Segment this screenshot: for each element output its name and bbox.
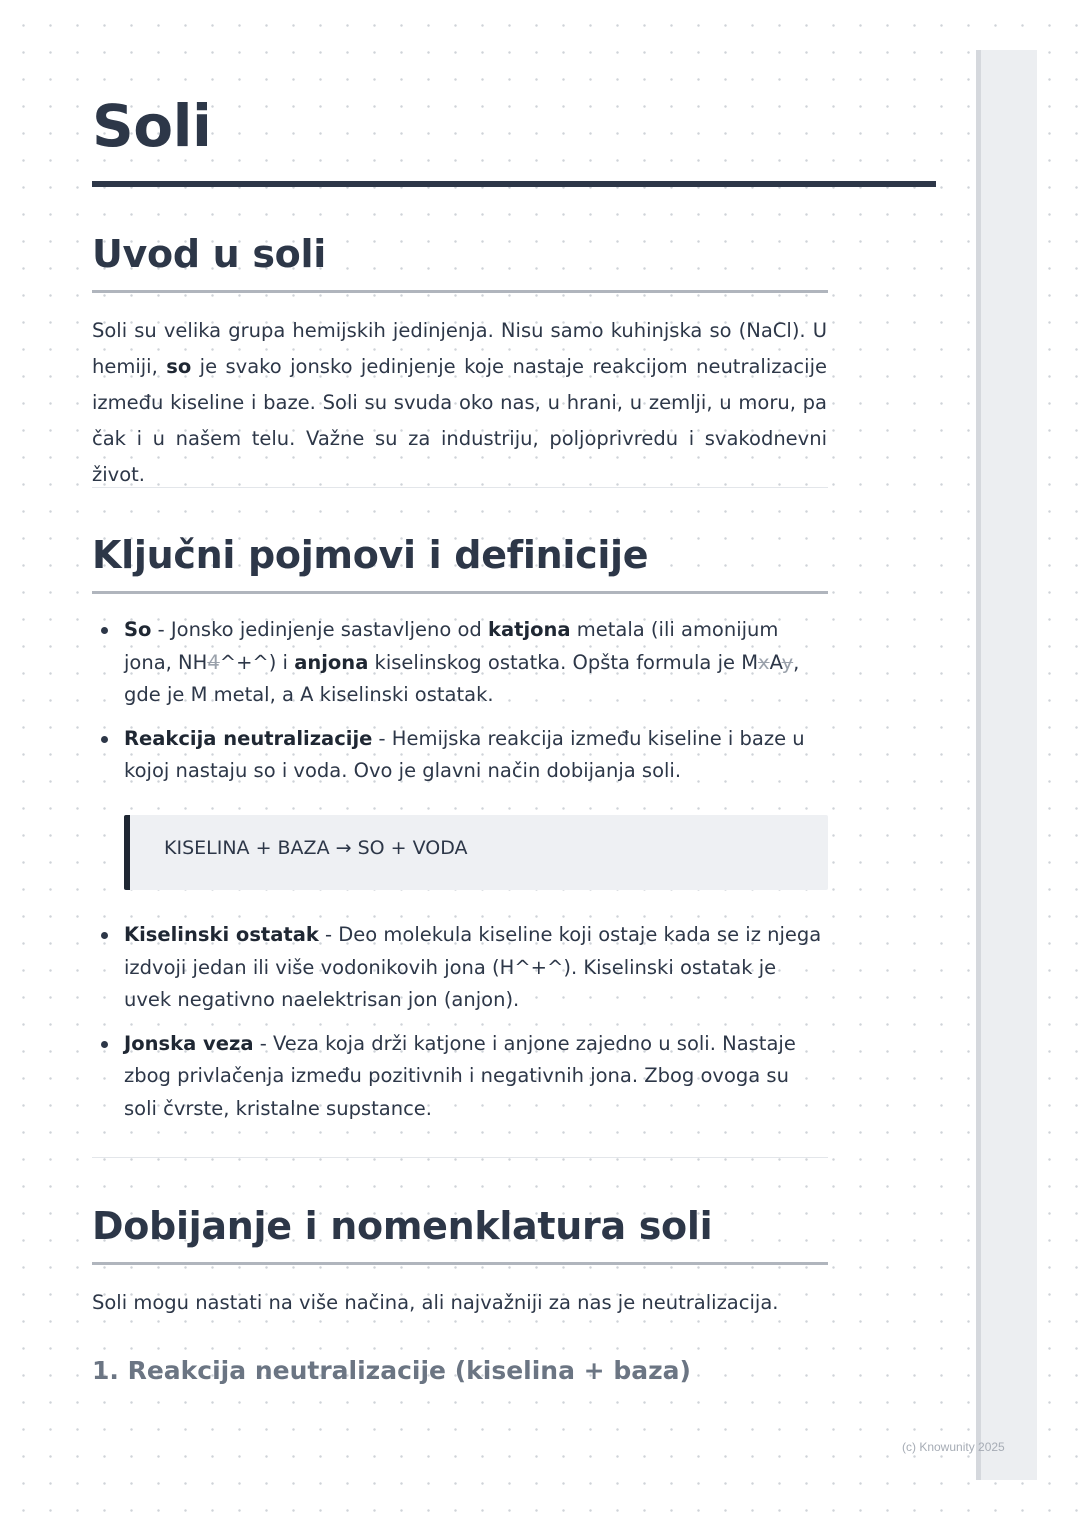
intro-paragraph: Soli su velika grupa hemijskih jedinjenja. Nisu samo kuhinjska so (NaCl). U hemiji, so je svako jonsko jedinjenje koje nastaje reakcijom neutralizacije između kiseline i baze. Soli su svuda oko nas, u hrani, u zemlji, u moru, pa čak i u našem telu. Važne su za industriju, poljoprivredu i svakodnevni život.: [92, 319, 827, 486]
copyright-footer: (c) Knowunity 2025: [902, 1440, 1005, 1454]
term-so: so: [166, 355, 192, 378]
bullet-icon: [101, 932, 108, 939]
page-sidebar-strip: [976, 50, 1037, 1480]
section-divider-intro: [92, 290, 828, 293]
list-item: So - Jonsko jedinjenje sastavljeno od katjona metala (ili amonijum jona, NH4^+^) i anjona kiselinskog ostatka. Opšta formula je MxAy, gde je M metal, a A kiselinski ostatak.: [92, 614, 828, 712]
bullet-icon: [101, 1041, 108, 1048]
equation-text: KISELINA + BAZA → SO + VODA: [164, 837, 468, 859]
subsection-heading: 1. Reakcija neutralizacije (kiselina + baza): [92, 1356, 691, 1385]
concepts-list-top: [92, 614, 828, 788]
list-item: Kiselinski ostatak - Deo molekula kiseline koji ostaje kada se iz njega izdvoji jedan ili više vodonikovih jona (H^+^). Kiselinski ostatak je uvek negativno naelektrisan jon (anjon).: [92, 919, 828, 1017]
page-title: Soli: [92, 92, 212, 160]
concepts-list-bottom: [92, 919, 828, 1125]
bullet-icon: [101, 627, 108, 634]
section-separator: [92, 487, 828, 488]
equation-callout: [124, 815, 828, 890]
bullet-icon: [101, 736, 108, 743]
list-item: Reakcija neutralizacije - Hemijska reakcija između kiseline i baze u kojoj nastaju so i voda. Ovo je glavni način dobijanja soli.: [92, 723, 828, 788]
production-paragraph: Soli mogu nastati na više načina, ali najvažniji za nas je neutralizacija.: [92, 1291, 779, 1314]
section-divider-production: [92, 1262, 828, 1265]
section-divider-concepts: [92, 591, 828, 594]
section-heading-production: Dobijanje i nomenklatura soli: [92, 1204, 713, 1248]
section-heading-intro: Uvod u soli: [92, 232, 326, 276]
list-item: Jonska veza - Veza koja drži katjone i anjone zajedno u soli. Nastaje zbog privlačenja između pozitivnih i negativnih jona. Zbog ovoga su soli čvrste, kristalne supstance.: [92, 1028, 828, 1126]
section-separator: [92, 1157, 828, 1158]
section-heading-concepts: Ključni pojmovi i definicije: [92, 533, 649, 577]
title-divider: [92, 181, 936, 187]
